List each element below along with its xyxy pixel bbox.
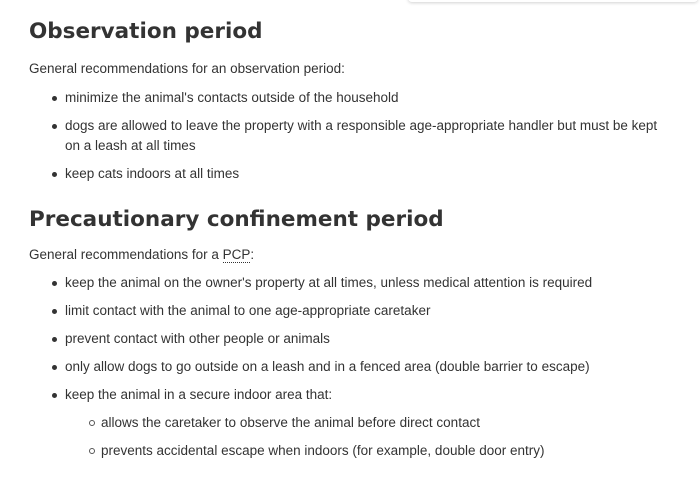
- pcp-section: [29, 206, 669, 461]
- pcp-intro-colon: :: [250, 247, 255, 262]
- list-item: [29, 357, 669, 377]
- list-item: [29, 88, 669, 108]
- bullet-icon: [52, 281, 57, 286]
- list-item: [29, 116, 669, 156]
- bullet-icon: [52, 172, 57, 177]
- list-item-text: minimize the animal's contacts outside of the household: [65, 90, 399, 105]
- list-item-text: keep the animal on the owner's property at all times, unless medical attention is required: [65, 275, 593, 290]
- list-item-text: dogs are allowed to leave the property with a responsible age-appropriate handler but must be kept on a leash at all times: [65, 118, 658, 153]
- list-item: [29, 273, 669, 293]
- sub-list-item-text: allows the caretaker to observe the animal before direct contact: [101, 415, 480, 430]
- observation-heading: Observation period: [29, 19, 263, 44]
- page-content: [29, 0, 669, 461]
- observation-intro: General recommendations for an observation period:: [29, 61, 345, 76]
- pcp-heading: Precautionary confinement period: [29, 207, 444, 232]
- bullet-icon: [52, 96, 57, 101]
- circle-bullet-icon: [89, 448, 95, 454]
- bullet-icon: [52, 365, 57, 370]
- sub-list-item: [65, 441, 669, 461]
- pcp-intro: [29, 245, 669, 265]
- list-item-text: limit contact with the animal to one age-appropriate caretaker: [65, 303, 431, 318]
- list-item: [29, 301, 669, 321]
- list-item: [29, 164, 669, 184]
- sub-list-item: [65, 413, 669, 433]
- bullet-icon: [52, 337, 57, 342]
- list-item-text: only allow dogs to go outside on a leash and in a fenced area (double barrier to escape): [65, 359, 590, 374]
- list-item: [29, 385, 669, 461]
- pcp-list: [29, 273, 669, 461]
- observation-list: [29, 88, 669, 184]
- sub-list-item-text: prevents accidental escape when indoors (for example, double door entry): [101, 443, 545, 458]
- pcp-sublist: [65, 413, 669, 461]
- list-item-text: keep cats indoors at all times: [65, 166, 240, 181]
- observation-section: [29, 18, 669, 184]
- circle-bullet-icon: [89, 420, 95, 426]
- pcp-intro-text: General recommendations for a: [29, 247, 223, 262]
- bullet-icon: [52, 309, 57, 314]
- list-item: [29, 329, 669, 349]
- list-item-text: prevent contact with other people or animals: [65, 331, 330, 346]
- bullet-icon: [52, 124, 57, 129]
- pcp-abbreviation[interactable]: PCP: [222, 247, 251, 262]
- list-item-text: keep the animal in a secure indoor area that:: [65, 387, 333, 402]
- bullet-icon: [52, 393, 57, 398]
